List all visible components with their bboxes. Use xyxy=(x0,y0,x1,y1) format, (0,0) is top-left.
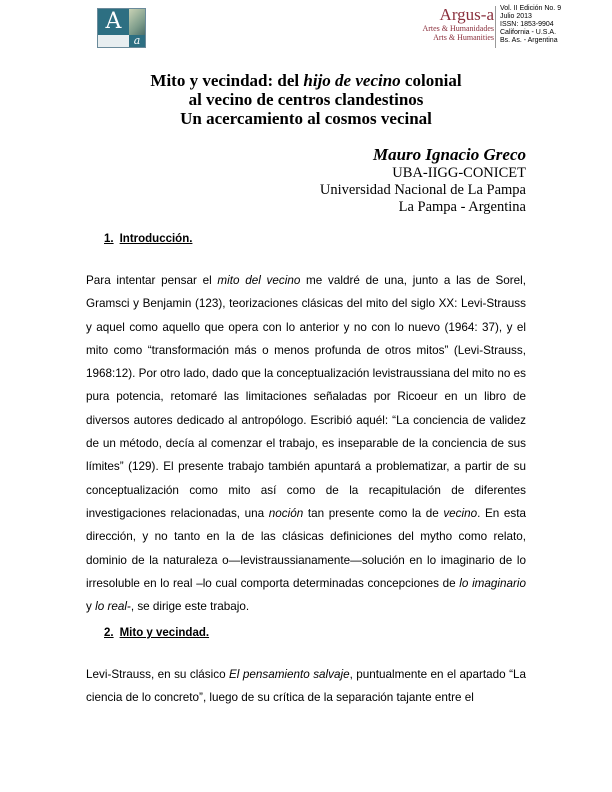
title-line-3: Un acercamiento al cosmos vecinal xyxy=(180,109,432,128)
journal-brand xyxy=(404,6,494,42)
title-line-2: al vecino de centros clandestinos xyxy=(188,90,424,109)
paragraph-introduccion: Para intentar pensar el mito del vecino me valdré de una, junto a las de Sorel, Gramsci y Benjamin (123), teorizaciones clásicas del mito del siglo XX: Levi-Strauss y aquel como aquello que opera con lo anterior y no con lo nuevo (1964: 37), y el mito como “transformación más o menos profunda de otros mitos” (Levi-Strauss, 1968:12). Por otro lado, dado que la conceptualización levistraussiana del mito no es pura potencia, retomaré las limitaciones señaladas por Ricoeur en un libro de diversos autores dedicado al antropólogo. Escribió aquél: “La conciencia de validez de un método, decía al comenzar el trabajo, es inseparable de la conciencia de sus límites” (129). El presente trabajo también apuntará a problematizar, a partir de su conceptualización como mito así como de la recapitulación de diferentes investigaciones relacionadas, una noción tan presente como la de vecino. En esta dirección, y no tanto en la de las clásicas definiciones del mytho como relato, dominio de la naturaleza o—levistraussianamente—solución en lo imaginario de lo irresoluble en lo real –lo cual comporta determinadas concepciones de lo imaginario y lo real-, se dirige este trabajo. xyxy=(86,274,526,614)
journal-logo xyxy=(97,8,146,48)
author-affiliation-1: UBA-IIGG-CONICET xyxy=(392,165,526,181)
issue-location-ar: Bs. As. - Argentina xyxy=(500,37,558,44)
section-title: Introducción. xyxy=(119,233,193,245)
section-heading-mito-y-vecindad xyxy=(104,627,209,639)
section-number: 2. xyxy=(104,627,114,639)
journal-subtitle-es: Artes & Humanidades xyxy=(422,24,494,33)
author-name: Mauro Ignacio Greco xyxy=(372,145,526,164)
logo-small-letter: a xyxy=(129,35,145,47)
section-title: Mito y vecindad. xyxy=(119,627,210,639)
issue-issn: ISSN: 1853-9904 xyxy=(500,21,554,28)
paragraph-mito-y-vecindad: Levi-Strauss, en su clásico El pensamiento salvaje, puntualmente en el apartado “La ciencia de lo concreto”, luego de su crítica de la separación tajante entre el xyxy=(86,668,526,705)
author-affiliation-3: La Pampa - Argentina xyxy=(398,199,526,215)
journal-name: Argus-a xyxy=(439,5,494,24)
author-block xyxy=(320,145,526,216)
issue-info xyxy=(500,5,561,45)
section-number: 1. xyxy=(104,233,114,245)
journal-subtitle-en: Arts & Humanities xyxy=(433,33,494,42)
section-heading-introduccion xyxy=(104,233,192,245)
issue-volume: Vol. II Edición No. 9 xyxy=(500,5,562,12)
author-affiliation-2: Universidad Nacional de La Pampa xyxy=(319,182,526,198)
issue-location-us: California - U.S.A. xyxy=(500,29,557,36)
logo-letter-a: A xyxy=(98,9,129,35)
article-title xyxy=(86,71,526,128)
header-divider xyxy=(495,6,496,48)
logo-image-tile xyxy=(129,9,145,35)
title-line-1: Mito y vecindad: del hijo de vecino colonial xyxy=(150,71,462,90)
issue-date: Julio 2013 xyxy=(500,13,532,20)
logo-light-tile xyxy=(98,35,129,47)
